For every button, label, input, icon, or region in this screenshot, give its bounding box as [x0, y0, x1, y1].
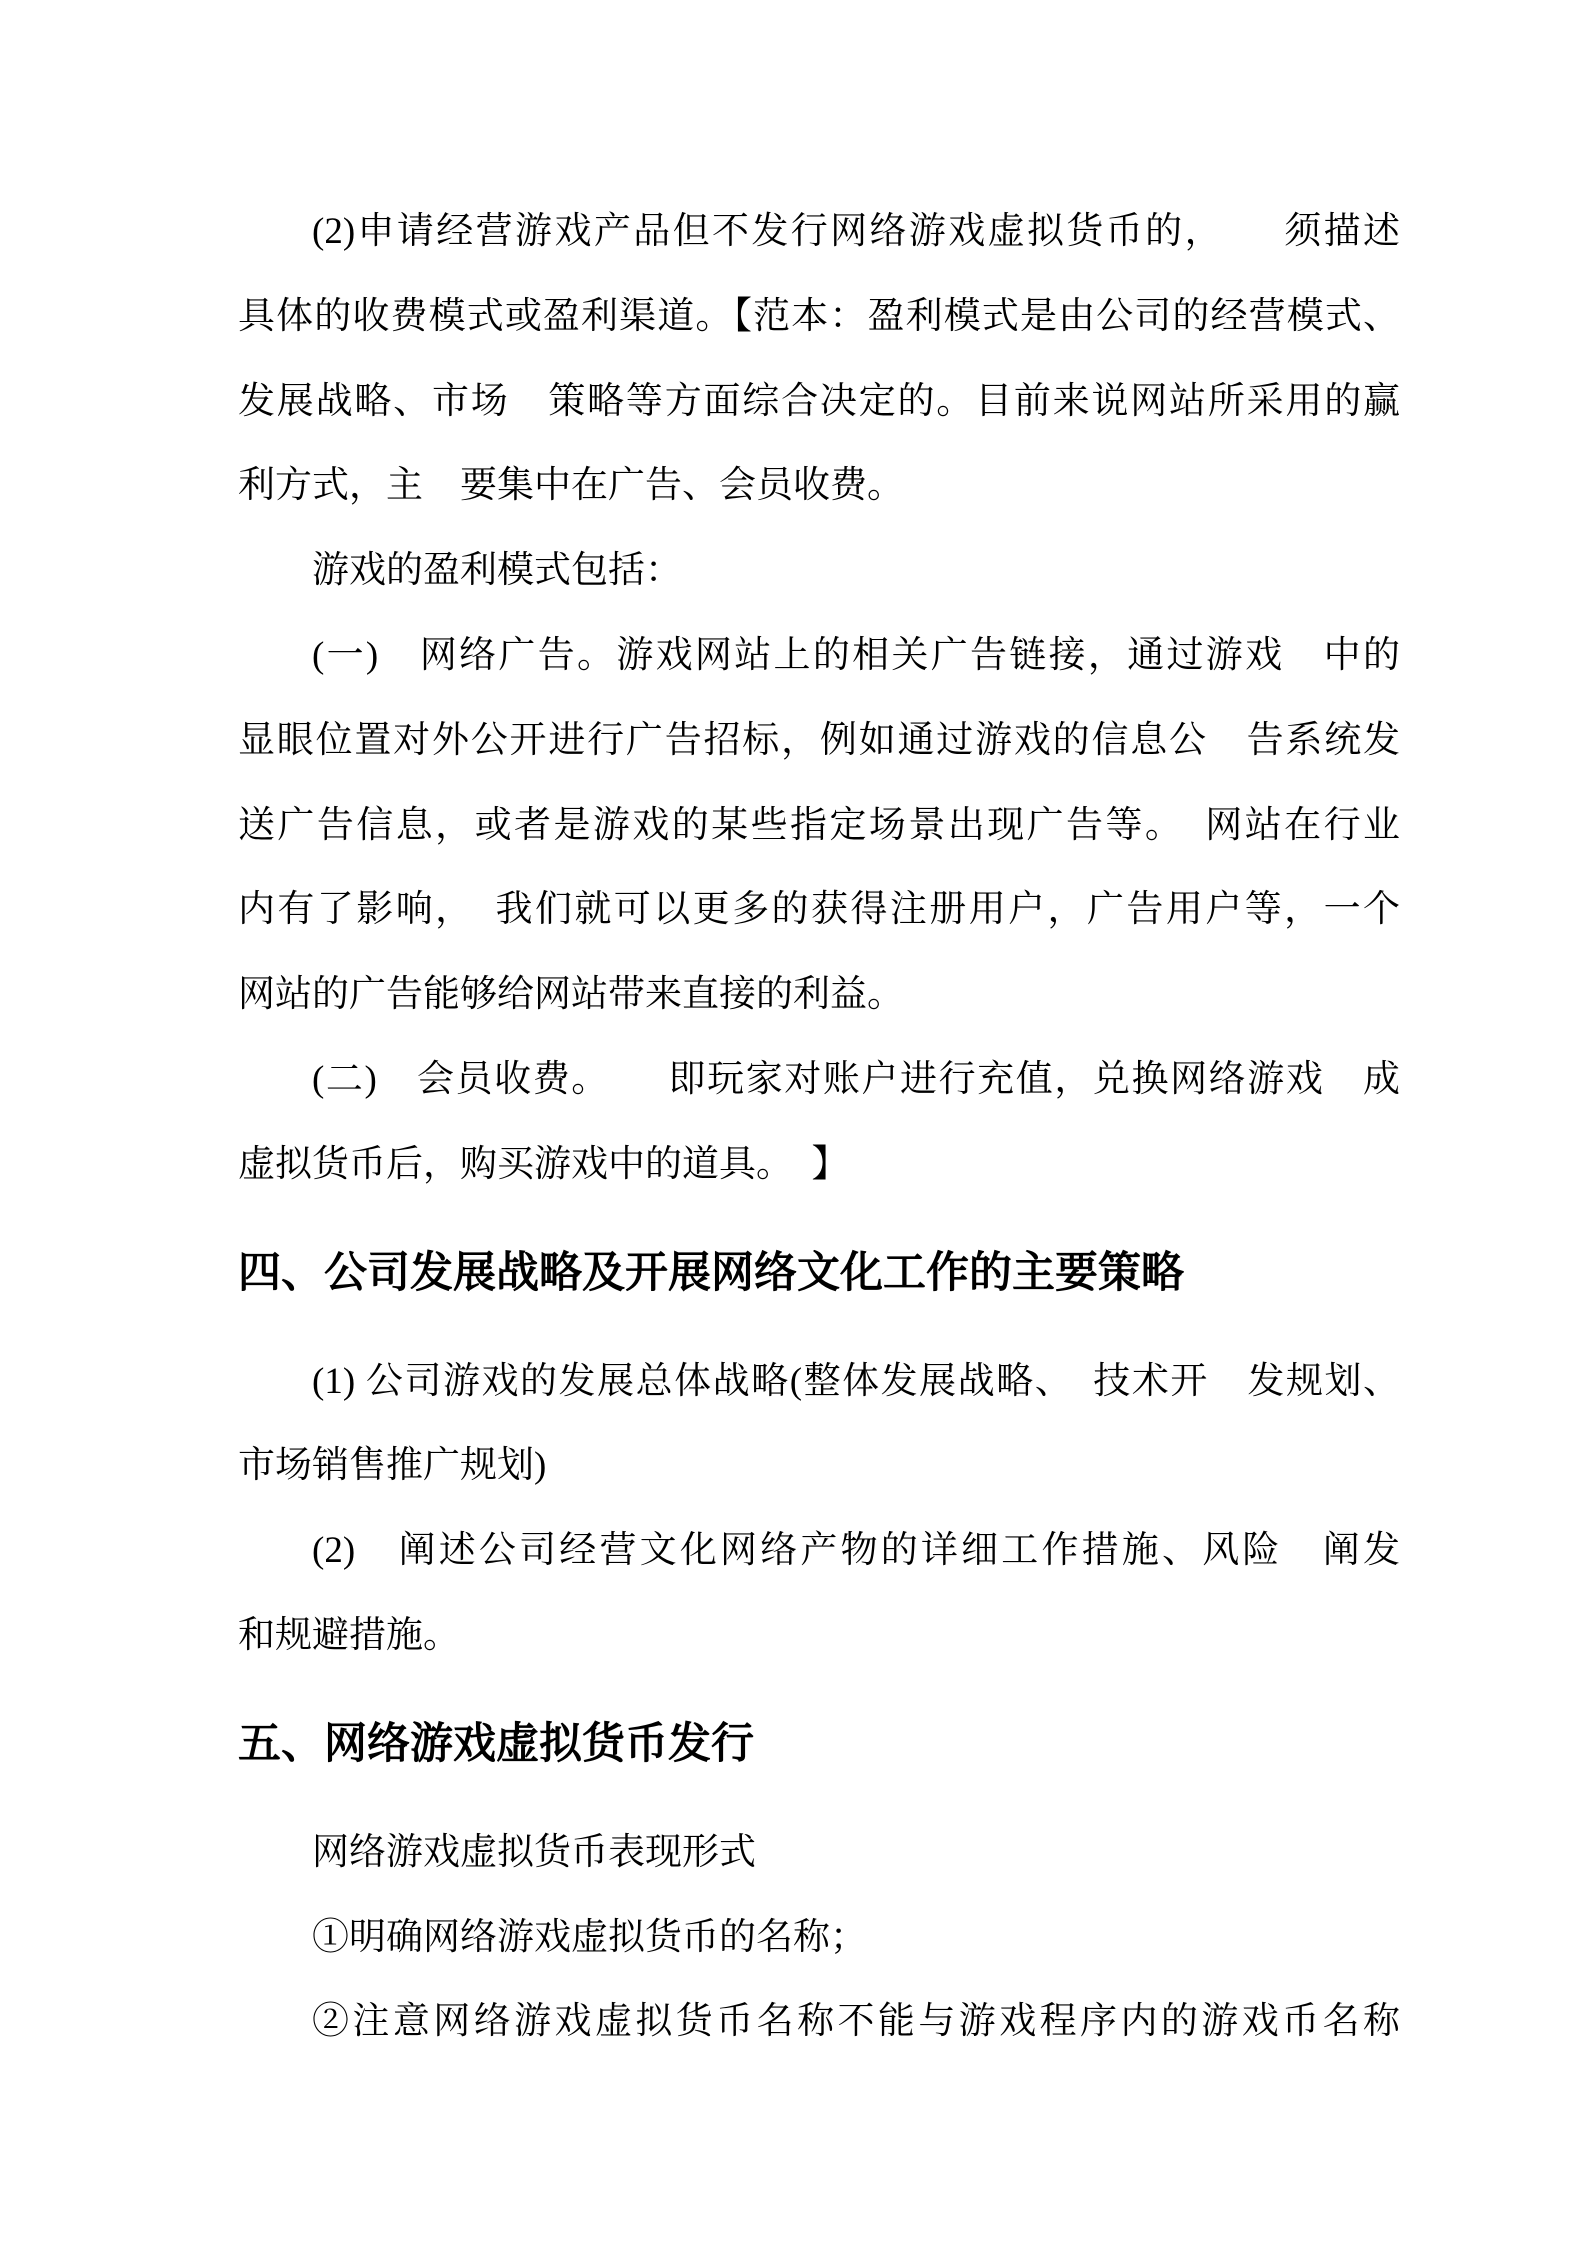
section-heading-5: 五、网络游戏虚拟货币发行	[238, 1720, 754, 1768]
text-line: 送广告信息，或者是游戏的某些指定场景出现广告等。 网站在行业	[238, 804, 1400, 846]
text-line: 显眼位置对外公开进行广告招标，例如通过游戏的信息公 告系统发	[238, 719, 1400, 761]
text-line: (一) 网络广告。游戏网站上的相关广告链接，通过游戏 中的	[312, 634, 1400, 676]
text-line: 虚拟货币后，购买游戏中的道具。 】	[238, 1143, 849, 1185]
text-line: 发展战略、市场 策略等方面综合决定的。目前来说网站所采用的赢	[238, 380, 1400, 422]
text-line: (2)申请经营游戏产品但不发行网络游戏虚拟货币的， 须描述	[312, 211, 1400, 252]
text-line: 和规避措施。	[238, 1614, 460, 1656]
text-line: (2) 阐述公司经营文化网络产物的详细工作措施、风险 阐发	[312, 1530, 1400, 1572]
text-line: 游戏的盈利模式包括：	[312, 550, 682, 592]
text-line: (1) 公司游戏的发展总体战略(整体发展战略、 技术开 发规划、	[312, 1360, 1400, 1402]
text-line: (二) 会员收费。 即玩家对账户进行充值，兑换网络游戏 成	[312, 1058, 1400, 1100]
text-line: ①明确网络游戏虚拟货币的名称；	[312, 1916, 867, 1958]
section-heading-4: 四、公司发展战略及开展网络文化工作的主要策略	[238, 1249, 1184, 1297]
text-line: 市场销售推广规划)	[238, 1445, 547, 1487]
text-line: 具体的收费模式或盈利渠道。【范本：盈利模式是由公司的经营模式、	[238, 295, 1400, 337]
text-line: ②注意网络游戏虚拟货币名称不能与游戏程序内的游戏币名称	[312, 2001, 1400, 2043]
text-line: 网络游戏虚拟货币表现形式	[312, 1831, 756, 1873]
text-line: 利方式，主 要集中在广告、会员收费。	[238, 465, 904, 507]
text-line: 网站的广告能够给网站带来直接的利益。	[238, 974, 904, 1016]
text-line: 内有了影响， 我们就可以更多的获得注册用户，广告用户等，一个	[238, 889, 1400, 931]
document-body	[238, 190, 1400, 2065]
